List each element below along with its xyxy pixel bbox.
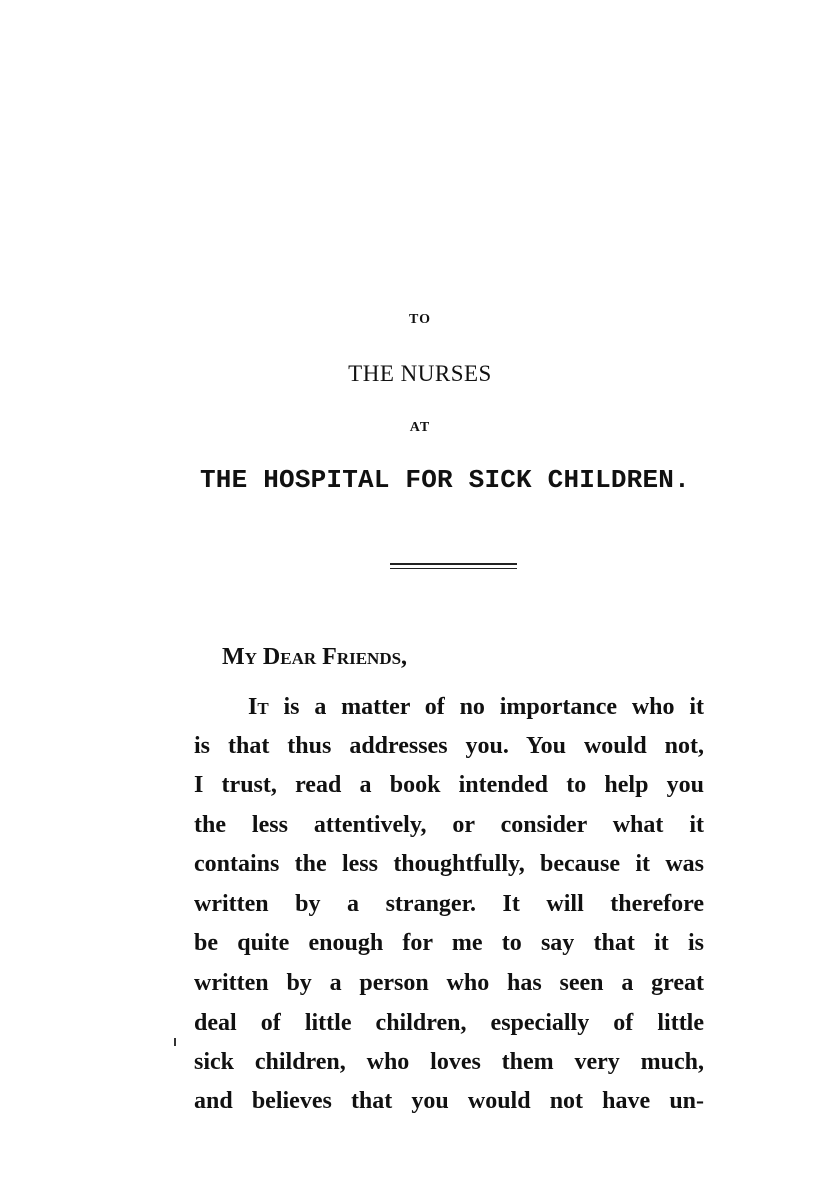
letter-line-first	[248, 692, 704, 722]
letter-line: contains the less thoughtfully, because it was	[194, 851, 704, 877]
letter-line: deal of little children, especially of little	[194, 1010, 704, 1036]
stray-print-mark	[174, 1038, 176, 1046]
dedication-at: AT	[409, 420, 431, 435]
letter-line: I trust, read a book intended to help you	[194, 772, 704, 798]
first-line-text: is a matter of no importance who it	[268, 694, 704, 720]
initial-cap: It	[248, 694, 269, 720]
letter-line: is that thus addresses you. You would not,	[194, 733, 704, 759]
ornamental-rule-bottom	[390, 568, 517, 569]
letter-line: written by a stranger. It will therefore	[194, 891, 704, 917]
dedication-hospital: THE HOSPITAL FOR SICK CHILDREN.	[200, 465, 690, 495]
dedication-to: TO	[409, 312, 431, 327]
letter-line: the less attentively, or consider what it	[194, 812, 704, 838]
letter-line: and believes that you would not have un-	[194, 1088, 704, 1114]
dedication-nurses: THE NURSES	[348, 361, 492, 386]
letter-line: written by a person who has seen a great	[194, 970, 704, 996]
ornamental-rule-top	[390, 563, 517, 565]
letter-line: be quite enough for me to say that it is	[194, 930, 704, 956]
letter-line: sick children, who loves them very much,	[194, 1049, 704, 1075]
letter-salutation: My Dear Friends,	[222, 644, 408, 670]
